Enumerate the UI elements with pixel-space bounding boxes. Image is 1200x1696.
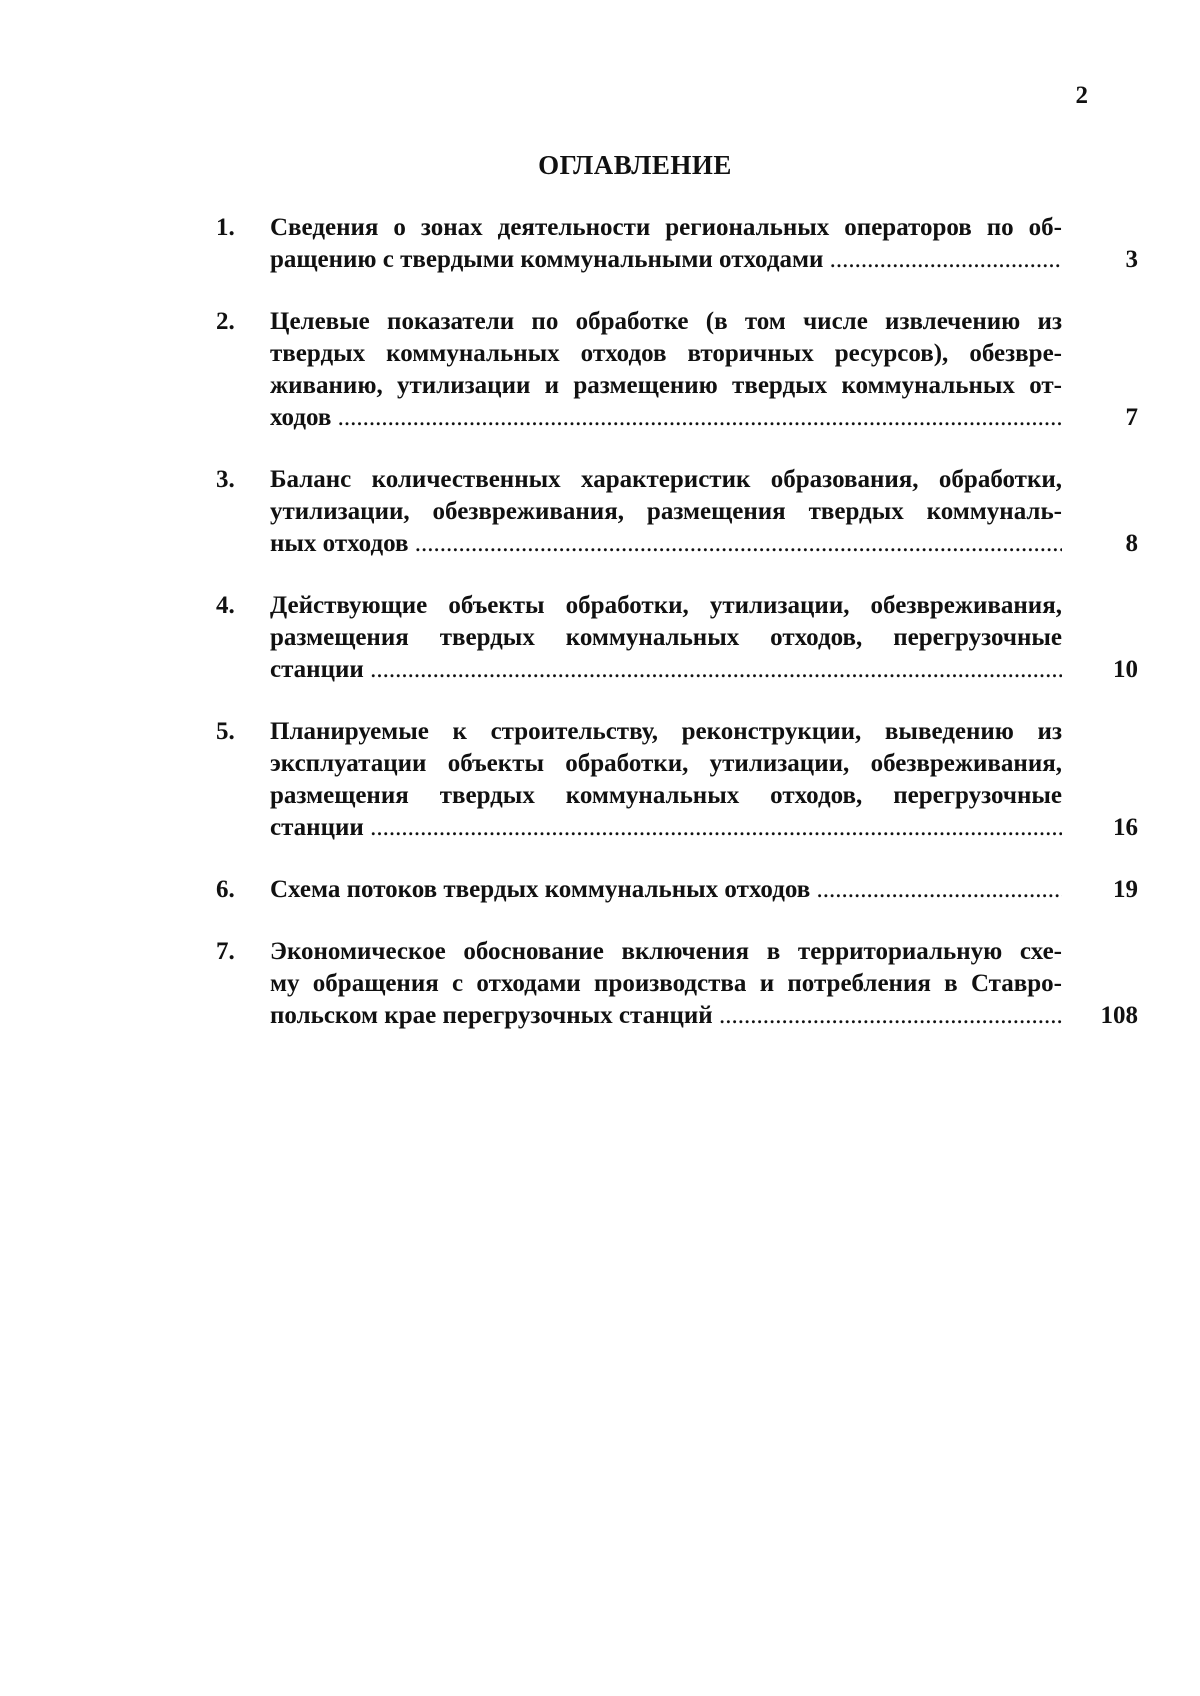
toc-entry-last-line: ных отходов ..... bbox=[270, 528, 1062, 560]
toc-entry-number: 5. bbox=[216, 718, 235, 745]
toc-entry-3[interactable] bbox=[216, 464, 1138, 560]
toc-entry-line: Планируемые к строительству, реконструкции, выведению из bbox=[270, 718, 1062, 745]
toc-entry-page: 7 bbox=[1125, 404, 1138, 431]
page-number: 2 bbox=[1075, 82, 1088, 109]
toc-entry-page: 19 bbox=[1113, 876, 1138, 903]
toc-entry-line: утилизации, обезвреживания, размещения твердых коммуналь- bbox=[270, 498, 1062, 525]
toc-entry-line: Целевые показатели по обработке (в том числе извлечению из bbox=[270, 308, 1062, 335]
page-title: ОГЛАВЛЕНИЕ bbox=[538, 150, 732, 180]
toc-entry-last-line: Схема потоков твердых коммунальных отходов ..... bbox=[270, 874, 1062, 906]
toc-entry-number: 6. bbox=[216, 876, 235, 903]
toc-entry-last-line: станции ..... bbox=[270, 654, 1062, 686]
toc-entry-line: твердых коммунальных отходов вторичных ресурсов), обезвре- bbox=[270, 340, 1062, 367]
toc-entry-number: 4. bbox=[216, 592, 235, 619]
toc-entry-2[interactable] bbox=[216, 306, 1138, 434]
toc-entry-line: му обращения с отходами производства и потребления в Ставро- bbox=[270, 970, 1062, 997]
toc-entry-5[interactable] bbox=[216, 716, 1138, 844]
toc-entry-number: 3. bbox=[216, 466, 235, 493]
toc-entry-line: размещения твердых коммунальных отходов, перегрузочные bbox=[270, 782, 1062, 809]
toc-entry-last-line: польском крае перегрузочных станций ..... bbox=[270, 1000, 1062, 1032]
toc-entry-title bbox=[270, 590, 1062, 686]
toc-entry-number: 7. bbox=[216, 938, 235, 965]
toc-entry-page: 3 bbox=[1125, 246, 1138, 273]
toc-entry-7[interactable] bbox=[216, 936, 1138, 1032]
toc-entry-title bbox=[270, 464, 1062, 560]
toc-entry-page: 8 bbox=[1125, 530, 1138, 557]
toc-entry-last-line: ходов ..... bbox=[270, 402, 1062, 434]
toc-entry-title bbox=[270, 874, 1062, 906]
toc-entry-line: Баланс количественных характеристик образования, обработки, bbox=[270, 466, 1062, 493]
toc-entry-title bbox=[270, 936, 1062, 1032]
toc-entry-6[interactable] bbox=[216, 874, 1138, 906]
table-of-contents bbox=[216, 212, 1138, 1032]
toc-entry-page: 10 bbox=[1113, 656, 1138, 683]
toc-entry-number: 1. bbox=[216, 214, 235, 241]
toc-entry-last-line: станции ..... bbox=[270, 812, 1062, 844]
toc-entry-number: 2. bbox=[216, 308, 235, 335]
toc-entry-line: Экономическое обоснование включения в территориальную схе- bbox=[270, 938, 1062, 965]
toc-entry-1[interactable] bbox=[216, 212, 1138, 276]
toc-entry-4[interactable] bbox=[216, 590, 1138, 686]
toc-entry-line: размещения твердых коммунальных отходов, перегрузочные bbox=[270, 624, 1062, 651]
toc-entry-line: Действующие объекты обработки, утилизации, обезвреживания, bbox=[270, 592, 1062, 619]
toc-entry-title bbox=[270, 716, 1062, 844]
toc-entry-line: эксплуатации объекты обработки, утилизации, обезвреживания, bbox=[270, 750, 1062, 777]
toc-entry-line: живанию, утилизации и размещению твердых коммунальных от- bbox=[270, 372, 1062, 399]
toc-entry-page: 108 bbox=[1100, 1002, 1138, 1029]
toc-entry-page: 16 bbox=[1113, 814, 1138, 841]
toc-entry-title bbox=[270, 306, 1062, 434]
toc-entry-title bbox=[270, 212, 1062, 276]
toc-entry-last-line: ращению с твердыми коммунальными отходами ..... bbox=[270, 244, 1062, 276]
toc-entry-line: Сведения о зонах деятельности региональных операторов по об- bbox=[270, 214, 1062, 241]
